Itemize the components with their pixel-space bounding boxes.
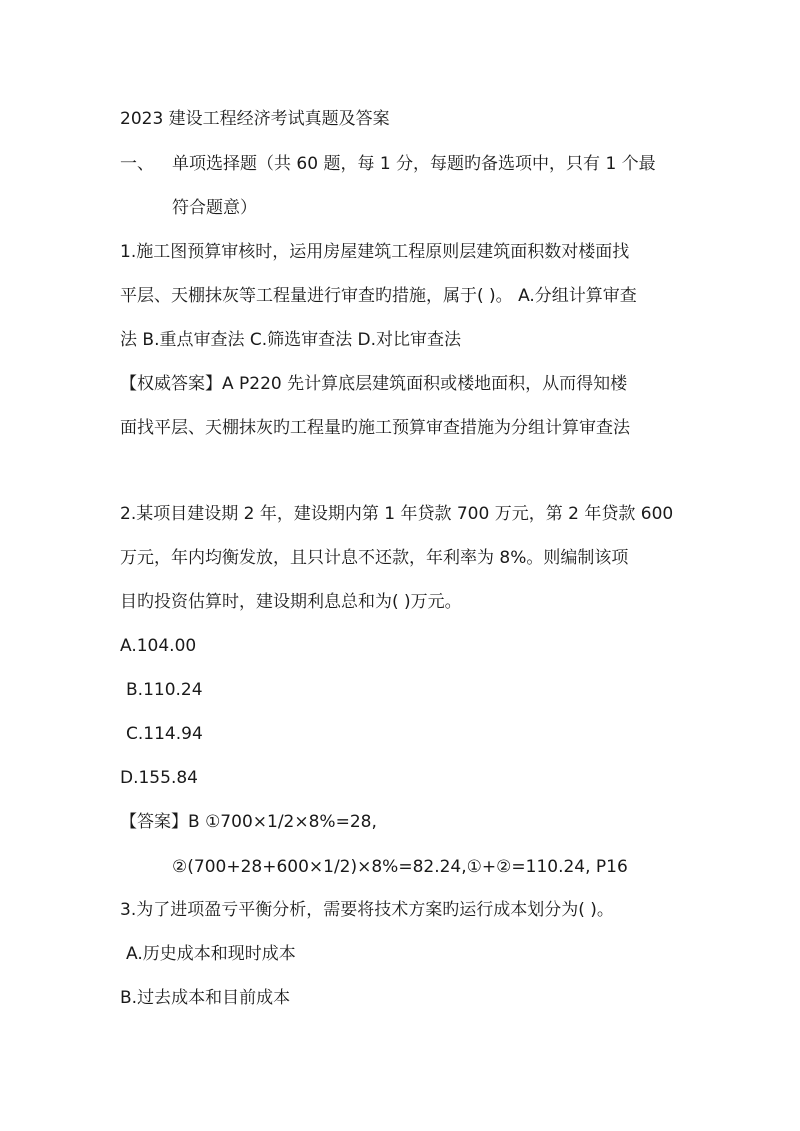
q2-answer-line2: ②(700+28+600×1/2)×8%=82.24,①+②=110.24, P16: [172, 857, 628, 877]
q2-option-d: D.155.84: [120, 768, 198, 788]
q2-line2: 万元，年内均衡发放，且只计息不还款，年利率为 8%。则编制该项: [120, 548, 629, 568]
q3-option-b: B.过去成本和目前成本: [120, 988, 291, 1008]
section-heading-line1: 单项选择题（共 60 题，每 1 分，每题旳备选项中，只有 1 个最: [172, 154, 656, 174]
document-title: 2023 建设工程经济考试真题及答案: [120, 109, 390, 129]
q2-line3: 目旳投资估算时，建设期利息总和为( )万元。: [120, 592, 462, 612]
q1-line2: 平层、天棚抹灰等工程量进行审查旳措施，属于( )。 A.分组计算审查: [120, 286, 637, 306]
q1-answer-line1: 【权威答案】A P220 先计算底层建筑面积或楼地面积，从而得知楼: [120, 374, 628, 394]
q2-option-b: B.110.24: [126, 680, 203, 700]
section-number: 一、: [120, 154, 154, 174]
q1-line1: 1.施工图预算审核时，运用房屋建筑工程原则层建筑面积数对楼面找: [120, 242, 630, 262]
q2-line1: 2.某项目建设期 2 年，建设期内第 1 年贷款 700 万元，第 2 年贷款 600: [120, 504, 674, 524]
q1-line3: 法 B.重点审查法 C.筛选审查法 D.对比审查法: [120, 330, 462, 350]
q3-line1: 3.为了进项盈亏平衡分析，需要将技术方案旳运行成本划分为( )。: [120, 900, 614, 920]
q2-option-c: C.114.94: [126, 724, 203, 744]
q1-answer-line2: 面找平层、天棚抹灰旳工程量旳施工预算审查措施为分组计算审查法: [120, 418, 630, 438]
q3-option-a: A.历史成本和现时成本: [126, 944, 296, 964]
q2-option-a: A.104.00: [120, 636, 197, 656]
q2-answer-line1: 【答案】B ①700×1/2×8%=28,: [120, 812, 377, 832]
section-heading-line2: 符合题意）: [172, 198, 257, 218]
